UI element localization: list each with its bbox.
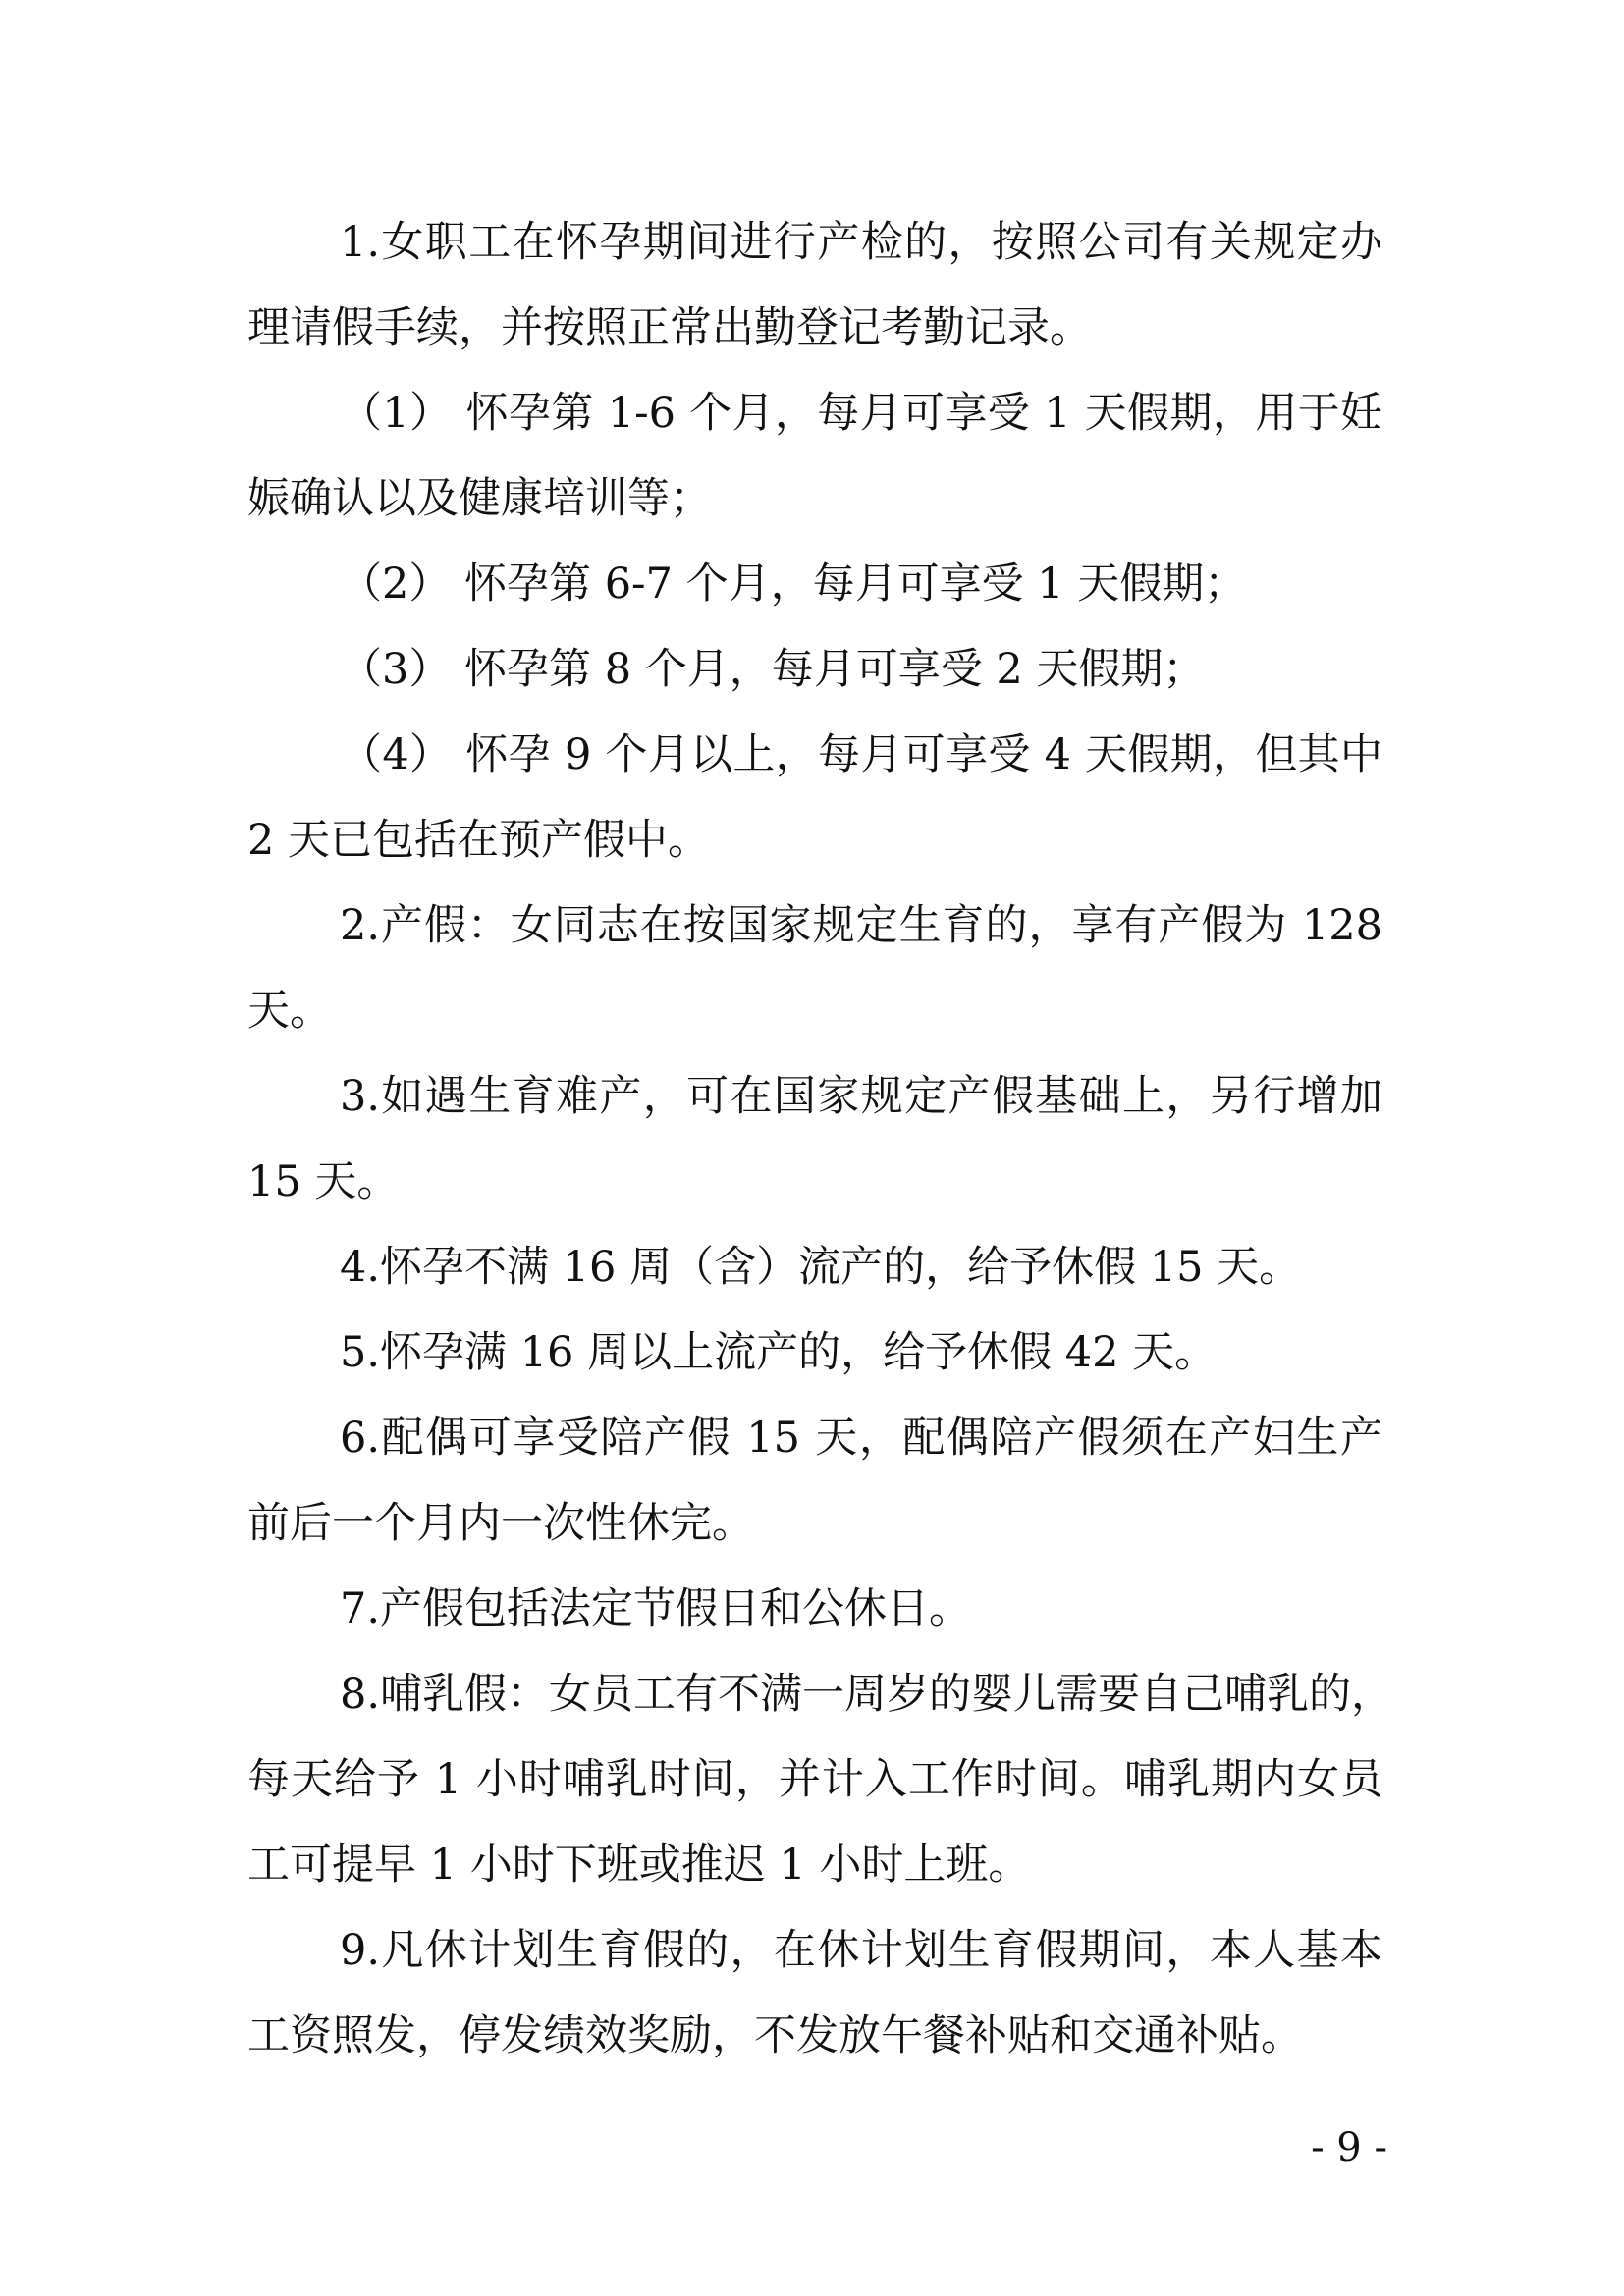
text-line: 娠确认以及健康培训等；: [247, 474, 712, 523]
text-line: （3） 怀孕第 8 个月，每月可享受 2 天假期；: [340, 645, 1206, 694]
paragraph-item-8: [247, 1652, 1394, 1908]
text-line: 前后一个月内一次性休完。: [247, 1499, 754, 1548]
text-line: 7.产假包括法定节假日和公休日。: [340, 1584, 972, 1633]
text-line: 工资照发，停发绩效奖励，不发放午餐补贴和交通补贴。: [247, 2011, 1303, 2060]
text-line: 15 天。: [247, 1157, 400, 1206]
paragraph-item-4: [247, 1225, 1382, 1310]
paragraph-item-7: [247, 1567, 1382, 1652]
text-line: 5.怀孕满 16 周以上流产的，给予休假 42 天。: [340, 1328, 1218, 1377]
paragraph-item-9: [247, 1908, 1382, 2079]
text-line: （4） 怀孕 9 个月以上，每月可享受 4 天假期，但其中: [340, 730, 1382, 779]
paragraph-subitem-1: [247, 371, 1382, 542]
text-line: 每天给予 1 小时哺乳时间，并计入工作时间。哺乳期内女员: [247, 1755, 1382, 1804]
paragraph-item-5: [247, 1310, 1382, 1396]
text-line: 3.如遇生育难产，可在国家规定产假基础上，另行增加: [340, 1072, 1382, 1121]
text-line: 9.凡休计划生育假的，在休计划生育假期间，本人基本: [340, 1926, 1382, 1975]
text-line: 6.配偶可享受陪产假 15 天，配偶陪产假须在产妇生产: [340, 1414, 1382, 1463]
text-line: 4.怀孕不满 16 周（含）流产的，给予休假 15 天。: [340, 1243, 1302, 1292]
text-line: （2） 怀孕第 6-7 个月，每月可享受 1 天假期；: [340, 560, 1247, 609]
text-line: （1） 怀孕第 1-6 个月，每月可享受 1 天假期，用于妊: [340, 389, 1382, 438]
paragraph-subitem-2: [247, 542, 1382, 627]
document-body: [247, 200, 1394, 2079]
paragraph-item-3: [247, 1054, 1382, 1225]
text-line: 天。: [247, 987, 332, 1036]
text-line: 8.哺乳假：女员工有不满一周岁的婴儿需要自己哺乳的，: [340, 1670, 1394, 1719]
paragraph-subitem-3: [247, 627, 1382, 713]
text-line: 2.产假：女同志在按国家规定生育的，享有产假为 128: [340, 901, 1382, 950]
paragraph-item-1: [247, 200, 1382, 371]
text-line: 理请假手续，并按照正常出勤登记考勤记录。: [247, 303, 1092, 352]
text-line: 2 天已包括在预产假中。: [247, 816, 711, 865]
paragraph-item-6: [247, 1396, 1382, 1567]
text-line: 1.女职工在怀孕期间进行产检的，按照公司有关规定办: [340, 218, 1382, 267]
paragraph-subitem-4: [247, 713, 1382, 883]
text-line: 工可提早 1 小时下班或推迟 1 小时上班。: [247, 1841, 1031, 1890]
page-number: - 9 -: [1311, 2125, 1387, 2170]
paragraph-item-2: [247, 883, 1382, 1054]
